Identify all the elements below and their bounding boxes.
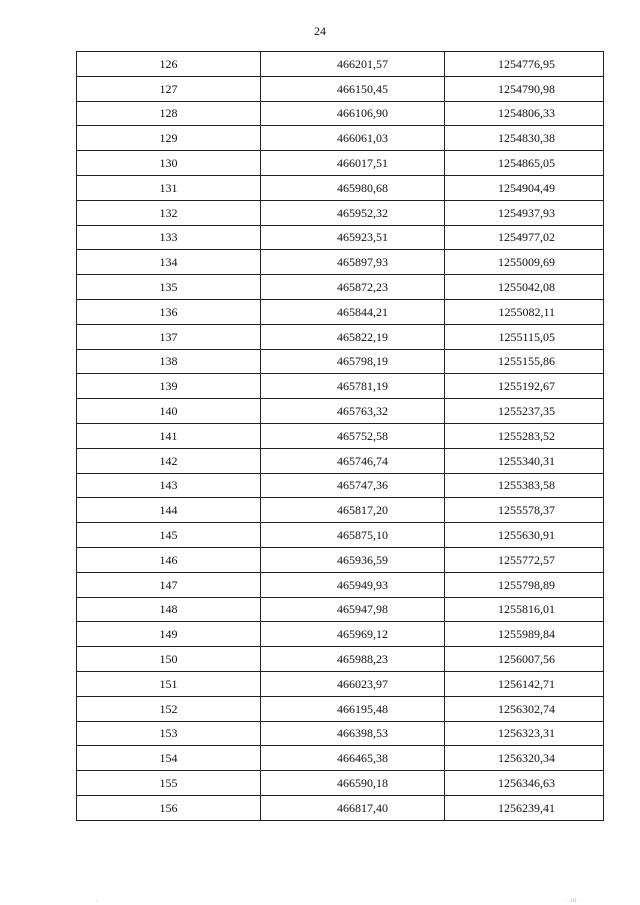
point-number-cell: 135 bbox=[77, 275, 261, 300]
point-number-cell: 155 bbox=[77, 771, 261, 796]
x-coordinate-cell: 465746,74 bbox=[261, 448, 445, 473]
y-coordinate-cell: 1255989,84 bbox=[445, 622, 604, 647]
point-number-cell: 138 bbox=[77, 349, 261, 374]
x-coordinate-cell: 465872,23 bbox=[261, 275, 445, 300]
table-row bbox=[77, 250, 604, 275]
y-coordinate-cell: 1254830,38 bbox=[445, 126, 604, 151]
point-number-cell: 131 bbox=[77, 175, 261, 200]
y-coordinate-cell: 1255009,69 bbox=[445, 250, 604, 275]
table-row bbox=[77, 76, 604, 101]
y-coordinate-cell: 1255155,86 bbox=[445, 349, 604, 374]
y-coordinate-cell: 1255816,01 bbox=[445, 597, 604, 622]
table-row bbox=[77, 721, 604, 746]
table-row bbox=[77, 448, 604, 473]
table-row bbox=[77, 572, 604, 597]
y-coordinate-cell: 1255630,91 bbox=[445, 523, 604, 548]
point-number-cell: 142 bbox=[77, 448, 261, 473]
point-number-cell: 132 bbox=[77, 200, 261, 225]
y-coordinate-cell: 1256346,63 bbox=[445, 771, 604, 796]
x-coordinate-cell: 466398,53 bbox=[261, 721, 445, 746]
point-number-cell: 149 bbox=[77, 622, 261, 647]
table-row bbox=[77, 126, 604, 151]
y-coordinate-cell: 1255115,05 bbox=[445, 324, 604, 349]
point-number-cell: 126 bbox=[77, 52, 261, 77]
x-coordinate-cell: 465988,23 bbox=[261, 647, 445, 672]
x-coordinate-cell: 465752,58 bbox=[261, 423, 445, 448]
y-coordinate-cell: 1256320,34 bbox=[445, 746, 604, 771]
coordinates-table bbox=[76, 51, 604, 821]
point-number-cell: 153 bbox=[77, 721, 261, 746]
table-row bbox=[77, 771, 604, 796]
y-coordinate-cell: 1255578,37 bbox=[445, 498, 604, 523]
point-number-cell: 147 bbox=[77, 572, 261, 597]
y-coordinate-cell: 1255772,57 bbox=[445, 547, 604, 572]
x-coordinate-cell: 465980,68 bbox=[261, 175, 445, 200]
x-coordinate-cell: 465936,59 bbox=[261, 547, 445, 572]
y-coordinate-cell: 1256142,71 bbox=[445, 671, 604, 696]
table-row bbox=[77, 200, 604, 225]
table-row bbox=[77, 275, 604, 300]
table-row bbox=[77, 746, 604, 771]
x-coordinate-cell: 466023,97 bbox=[261, 671, 445, 696]
x-coordinate-cell: 465949,93 bbox=[261, 572, 445, 597]
point-number-cell: 128 bbox=[77, 101, 261, 126]
y-coordinate-cell: 1254790,98 bbox=[445, 76, 604, 101]
x-coordinate-cell: 465822,19 bbox=[261, 324, 445, 349]
point-number-cell: 139 bbox=[77, 374, 261, 399]
point-number-cell: 133 bbox=[77, 225, 261, 250]
point-number-cell: 151 bbox=[77, 671, 261, 696]
point-number-cell: 127 bbox=[77, 76, 261, 101]
table-row bbox=[77, 622, 604, 647]
x-coordinate-cell: 466017,51 bbox=[261, 151, 445, 176]
y-coordinate-cell: 1255283,52 bbox=[445, 423, 604, 448]
x-coordinate-cell: 466106,90 bbox=[261, 101, 445, 126]
x-coordinate-cell: 465747,36 bbox=[261, 473, 445, 498]
x-coordinate-cell: 466061,03 bbox=[261, 126, 445, 151]
table-row bbox=[77, 473, 604, 498]
table-row bbox=[77, 225, 604, 250]
x-coordinate-cell: 466150,45 bbox=[261, 76, 445, 101]
y-coordinate-cell: 1254806,33 bbox=[445, 101, 604, 126]
x-coordinate-cell: 465923,51 bbox=[261, 225, 445, 250]
table-row bbox=[77, 374, 604, 399]
x-coordinate-cell: 466201,57 bbox=[261, 52, 445, 77]
table-row bbox=[77, 647, 604, 672]
table-row bbox=[77, 101, 604, 126]
point-number-cell: 143 bbox=[77, 473, 261, 498]
x-coordinate-cell: 465897,93 bbox=[261, 250, 445, 275]
point-number-cell: 148 bbox=[77, 597, 261, 622]
y-coordinate-cell: 1255082,11 bbox=[445, 299, 604, 324]
y-coordinate-cell: 1254977,02 bbox=[445, 225, 604, 250]
table-row bbox=[77, 498, 604, 523]
x-coordinate-cell: 465798,19 bbox=[261, 349, 445, 374]
x-coordinate-cell: 465763,32 bbox=[261, 399, 445, 424]
table-row bbox=[77, 399, 604, 424]
point-number-cell: 156 bbox=[77, 795, 261, 820]
x-coordinate-cell: 465947,98 bbox=[261, 597, 445, 622]
x-coordinate-cell: 466195,48 bbox=[261, 696, 445, 721]
y-coordinate-cell: 1255237,35 bbox=[445, 399, 604, 424]
point-number-cell: 130 bbox=[77, 151, 261, 176]
y-coordinate-cell: 1256302,74 bbox=[445, 696, 604, 721]
x-coordinate-cell: 465817,20 bbox=[261, 498, 445, 523]
table-row bbox=[77, 299, 604, 324]
point-number-cell: 150 bbox=[77, 647, 261, 672]
x-coordinate-cell: 466590,18 bbox=[261, 771, 445, 796]
point-number-cell: 137 bbox=[77, 324, 261, 349]
x-coordinate-cell: 466465,38 bbox=[261, 746, 445, 771]
point-number-cell: 145 bbox=[77, 523, 261, 548]
y-coordinate-cell: 1255042,08 bbox=[445, 275, 604, 300]
table-row bbox=[77, 795, 604, 820]
y-coordinate-cell: 1254937,93 bbox=[445, 200, 604, 225]
y-coordinate-cell: 1255798,89 bbox=[445, 572, 604, 597]
y-coordinate-cell: 1256239,41 bbox=[445, 795, 604, 820]
table-row bbox=[77, 423, 604, 448]
point-number-cell: 154 bbox=[77, 746, 261, 771]
x-coordinate-cell: 465952,32 bbox=[261, 200, 445, 225]
coordinates-table-body bbox=[77, 52, 604, 821]
y-coordinate-cell: 1255192,67 bbox=[445, 374, 604, 399]
table-row bbox=[77, 547, 604, 572]
table-row bbox=[77, 671, 604, 696]
point-number-cell: 152 bbox=[77, 696, 261, 721]
footer-left-mark: - bbox=[96, 896, 99, 904]
y-coordinate-cell: 1256323,31 bbox=[445, 721, 604, 746]
y-coordinate-cell: 1254904,49 bbox=[445, 175, 604, 200]
x-coordinate-cell: 465781,19 bbox=[261, 374, 445, 399]
table-row bbox=[77, 52, 604, 77]
x-coordinate-cell: 465875,10 bbox=[261, 523, 445, 548]
table-row bbox=[77, 523, 604, 548]
x-coordinate-cell: 465844,21 bbox=[261, 299, 445, 324]
footer-right-mark: · .ш · bbox=[565, 896, 581, 904]
page-number: 24 bbox=[314, 24, 326, 38]
y-coordinate-cell: 1255340,31 bbox=[445, 448, 604, 473]
table-row bbox=[77, 175, 604, 200]
table-row bbox=[77, 151, 604, 176]
table-row bbox=[77, 349, 604, 374]
table-row bbox=[77, 324, 604, 349]
table-row bbox=[77, 597, 604, 622]
point-number-cell: 136 bbox=[77, 299, 261, 324]
footer-scan-marks bbox=[0, 896, 640, 905]
point-number-cell: 144 bbox=[77, 498, 261, 523]
y-coordinate-cell: 1254865,05 bbox=[445, 151, 604, 176]
point-number-cell: 146 bbox=[77, 547, 261, 572]
y-coordinate-cell: 1256007,56 bbox=[445, 647, 604, 672]
y-coordinate-cell: 1255383,58 bbox=[445, 473, 604, 498]
point-number-cell: 140 bbox=[77, 399, 261, 424]
y-coordinate-cell: 1254776,95 bbox=[445, 52, 604, 77]
point-number-cell: 129 bbox=[77, 126, 261, 151]
table-row bbox=[77, 696, 604, 721]
point-number-cell: 141 bbox=[77, 423, 261, 448]
x-coordinate-cell: 465969,12 bbox=[261, 622, 445, 647]
point-number-cell: 134 bbox=[77, 250, 261, 275]
x-coordinate-cell: 466817,40 bbox=[261, 795, 445, 820]
